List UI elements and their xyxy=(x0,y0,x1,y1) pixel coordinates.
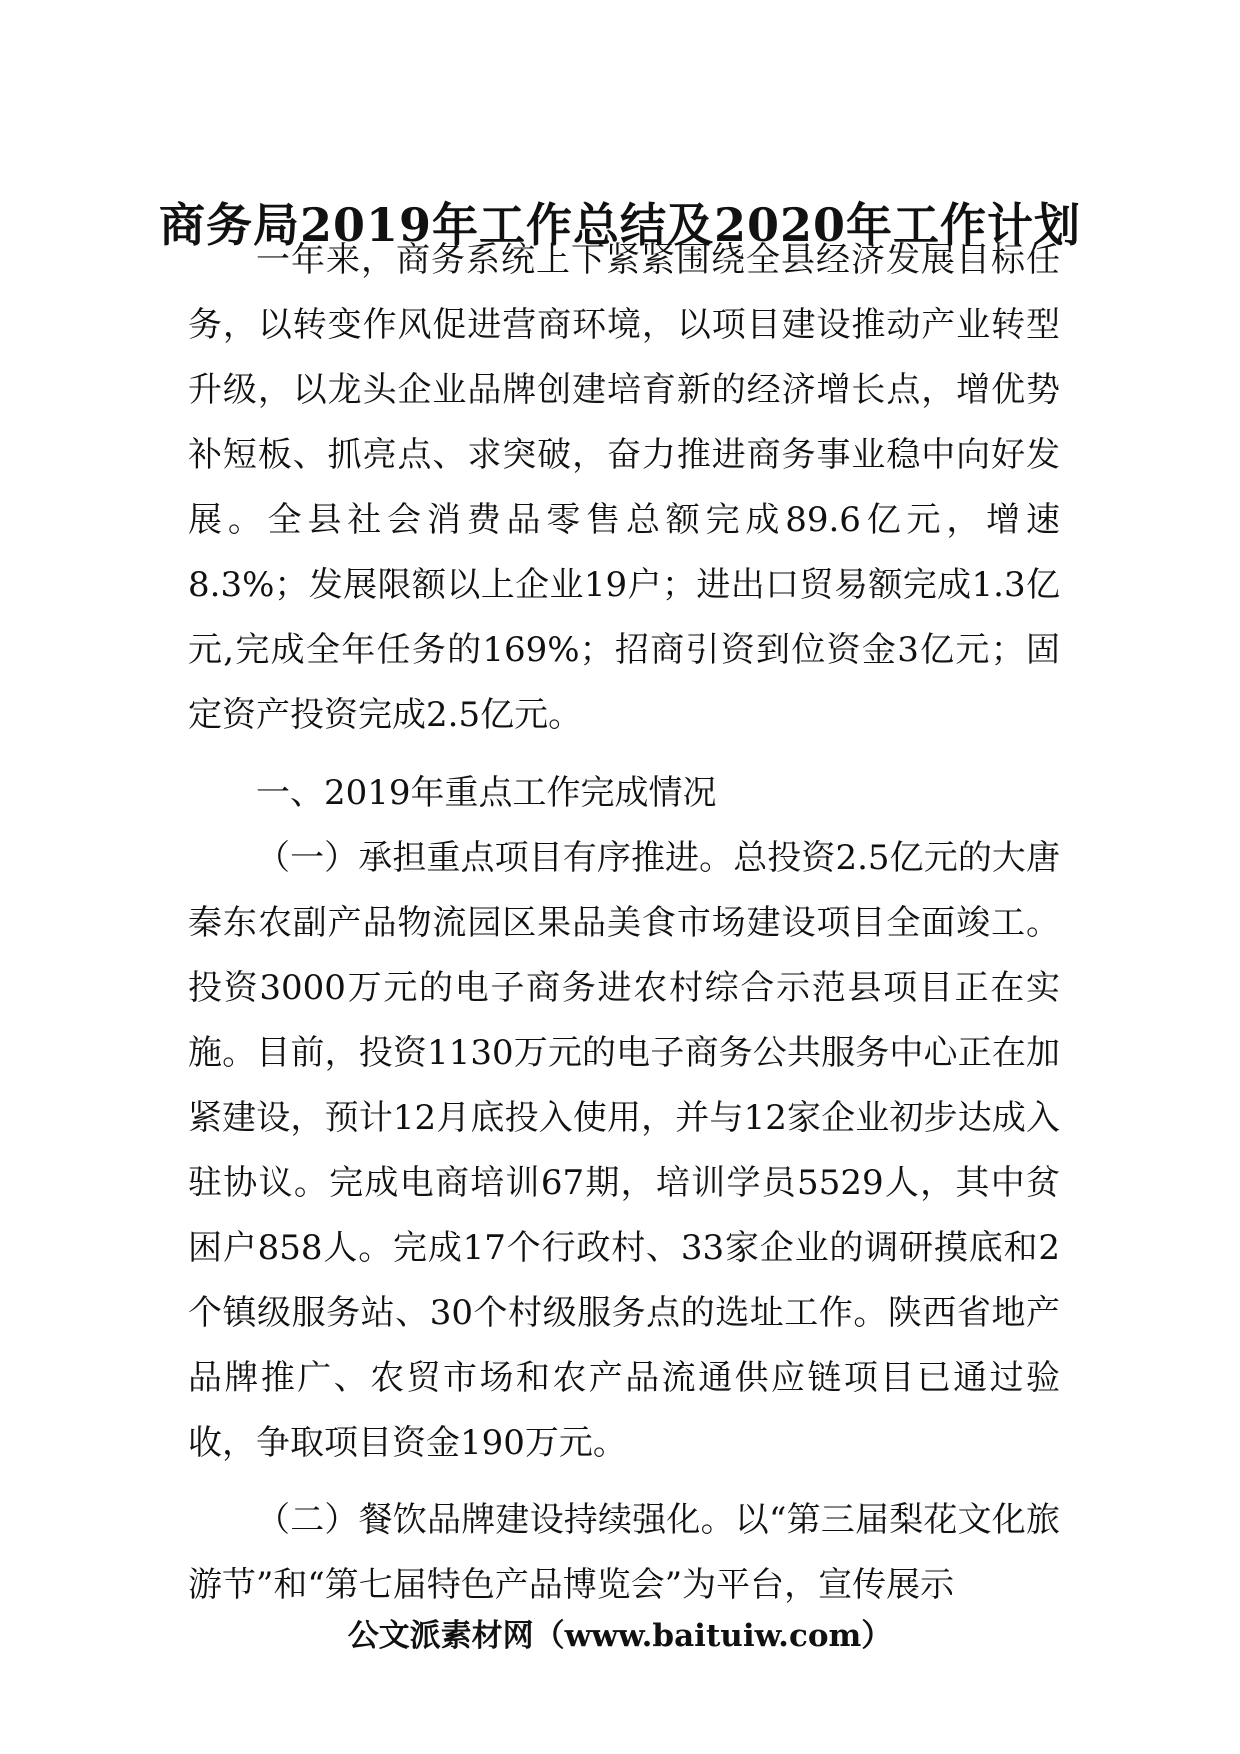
subsection-paragraph-1: （一）承担重点项目有序推进。总投资2.5亿元的大唐秦东农副产品物流园区果品美食市场建设项目全面竣工。投资3000万元的电子商务进农村综合示范县项目正在实施。目前，投资1130万元的电子商务公共服务中心正在加紧建设，预计12月底投入使用，并与12家企业初步达成入驻协议。完成电商培训67期，培训学员5529人，其中贫困户858人。完成17个行政村、33家企业的调研摸底和2个镇级服务站、30个村级服务点的选址工作。陕西省地产品牌推广、农贸市场和农产品流通供应链项目已通过验收，争取项目资金190万元。 xyxy=(188,838,1060,1463)
intro-paragraph: 一年来，商务系统上下紧紧围绕全县经济发展目标任务，以转变作风促进营商环境，以项目建设推动产业转型升级，以龙头企业品牌创建培育新的经济增长点，增优势补短板、抓亮点、求突破，奋力推进商务事业稳中向好发展。全县社会消费品零售总额完成89.6亿元，增速8.3%；发展限额以上企业19户；进出口贸易额完成1.3亿元,完成全年任务的169%；招商引资到位资金3亿元；固定资产投资完成2.5亿元。 xyxy=(188,240,1060,735)
document-body xyxy=(188,228,1060,1618)
watermark-footer: 公文派素材网（www.baituiw.com） xyxy=(347,1618,893,1654)
subsection-paragraph-2: （二）餐饮品牌建设持续强化。以“第三届梨花文化旅游节”和“第七届特色产品博览会”为平台，宣传展示 xyxy=(188,1500,1060,1605)
section-heading: 一、2019年重点工作完成情况 xyxy=(256,773,717,813)
document-title: 商务局2019年工作总结及2020年工作计划 xyxy=(158,197,1082,252)
